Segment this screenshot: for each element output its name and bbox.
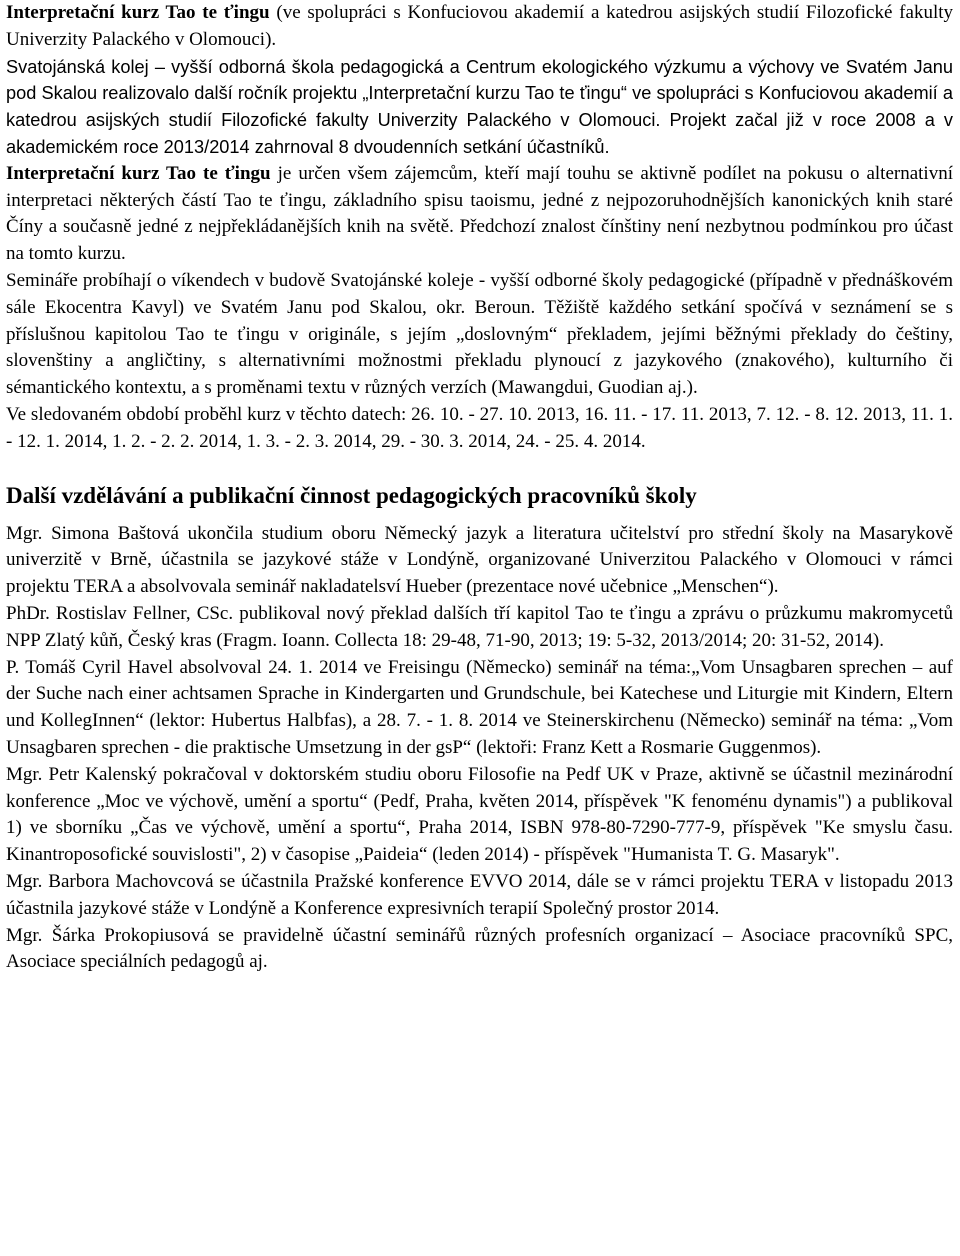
staff-paragraph-fellner: PhDr. Rostislav Fellner, CSc. publikoval nový překlad dalších tří kapitol Tao te ťingu a zprávu o průzkumu makromycetů NPP Zlatý kůň, Český kras (Fragm. Ioann. Collecta 18: 29-48, 71-90, 2013; 19: 5-32, 2013/2014; 20: 31-52, 2014).: [6, 602, 953, 651]
staff-paragraph-havel: P. Tomáš Cyril Havel absolvoval 24. 1. 2014 ve Freisingu (Německo) seminář na téma:„Vom Unsagbaren sprechen – auf der Suche nach einer achtsamen Sprache in Kindergarten und Grundschule, bei Katechese und Liturgie mit Kindern, Eltern und KollegInnen“ (lektor: Hubertus Halbfas), a 28. 7. - 1. 8. 2014 ve Steinerskirchenu (Německo) seminář na téma: „Vom Unsagbaren sprechen - die praktische Umsetzung in der gsP“ (lektoři: Franz Kett a Rosmarie Guggenmos).: [6, 656, 953, 758]
course-title-bold: Interpretační kurz Tao te ťingu: [6, 2, 270, 23]
course-intro-text: (ve spolupráci s Konfuciovou akademií a katedrou asijských studií Filozofické fakulty Univerzity Palackého v Olomouci).: [6, 2, 954, 50]
staff-paragraph-prokopiusova: Mgr. Šárka Prokopiusová se pravidelně účastní seminářů různých profesních organizací – Asociace pracovníků SPC, Asociace speciálních pedagogů aj.: [6, 924, 953, 973]
course-description-paragraph: [6, 161, 953, 268]
staff-paragraph-machovcova: Mgr. Barbora Machovcová se účastnila Pražské konference EVVO 2014, dále se v rámci projektu TERA v listopadu 2013 účastnila jazykové stáže v Londýně a Konference expresivních terapií Společný prostor 2014.: [6, 870, 953, 919]
staff-paragraph-bastova: Mgr. Simona Baštová ukončila studium oboru Německý jazyk a literatura učitelství pro střední školy na Masarykově univerzitě v Brně, účastnila se jazykové stáže v Londýně, organizované Univerzitou Palackého v Olomouci v rámci projektu TERA a absolvovala seminář nakladatelsví Hueber (prezentace nové učebnice „Menschen“).: [6, 522, 953, 598]
course-description-text: je určen všem zájemcům, kteří mají touhu se aktivně podílet na pokusu o alternativní interpretaci některých částí Tao te ťingu, základního spisu taoismu, jedné z nejpozoruhodnějších kanonických knih staré Číny a současně jedné z nejpřekládanějších knih na světě. Předchozí znalost čínštiny není nezbytnou podmínkou pro účast na tomto kurzu.: [6, 162, 953, 265]
seminar-paragraph: Semináře probíhají o víkendech v budově Svatojánské koleje - vyšší odborné školy pedagogické (případně v přednáškovém sále Ekocentra Kavyl) ve Svatém Janu pod Skalou, okr. Beroun. Těžiště každého setkání spočívá v seznámení se s příslušnou kapitolou Tao te ťingu v originále, s jejím „doslovným“ překladem, jejími běžnými překlady do češtiny, slovenštiny a angličtiny, s alternativními možnostmi překladu plynoucí z jazykového (znakového), kulturního či sémantického kontextu, a s proměnami textu v různých verzích (Mawangdui, Guodian aj.).: [6, 269, 953, 399]
section-heading: Další vzdělávání a publikační činnost pedagogických pracovníků školy: [6, 482, 697, 508]
staff-paragraph-kalensky: Mgr. Petr Kalenský pokračoval v doktorském studiu oboru Filosofie na Pedf UK v Praze, aktivně se účastnil mezinárodní konference „Moc ve výchově, umění a sportu“ (Pedf, Praha, květen 2014, příspěvek "K fenoménu dynamis") a publikoval 1) ve sborníku „Čas ve výchově, umění a sportu“, Praha 2014, ISBN 978-80-7290-777-9, příspěvek "Ke smyslu času. Kinantroposofické souvislosti", 2) v časopise „Paideia“ (leden 2014) - příspěvek "Humanista T. G. Masaryk".: [6, 763, 953, 866]
course-dates-paragraph: Ve sledovaném období proběhl kurz v těchto datech: 26. 10. - 27. 10. 2013, 16. 11. - 17. 11. 2013, 7. 12. - 8. 12. 2013, 11. 1. - 12. 1. 2014, 1. 2. - 2. 2. 2014, 1. 3. - 2. 3. 2014, 29. - 30. 3. 2014, 24. - 25. 4. 2014.: [6, 403, 953, 452]
course-name-bold: Interpretační kurz Tao te ťingu: [6, 162, 271, 184]
project-paragraph: Svatojánská kolej – vyšší odborná škola pedagogická a Centrum ekologického výzkumu a výchovy ve Svatém Janu pod Skalou realizovalo další ročník projektu „Interpretační kurzu Tao te ťingu“ ve spolupráci s Konfuciovou akademií a katedrou asijských studií Filozofické fakulty Univerzity Palackého v Olomouci. Projekt začal již v roce 2008 a v akademickém roce 2013/2014 zahrnoval 8 dvoudenních setkání účastníků.: [6, 56, 953, 157]
course-intro-paragraph: [6, 0, 953, 54]
